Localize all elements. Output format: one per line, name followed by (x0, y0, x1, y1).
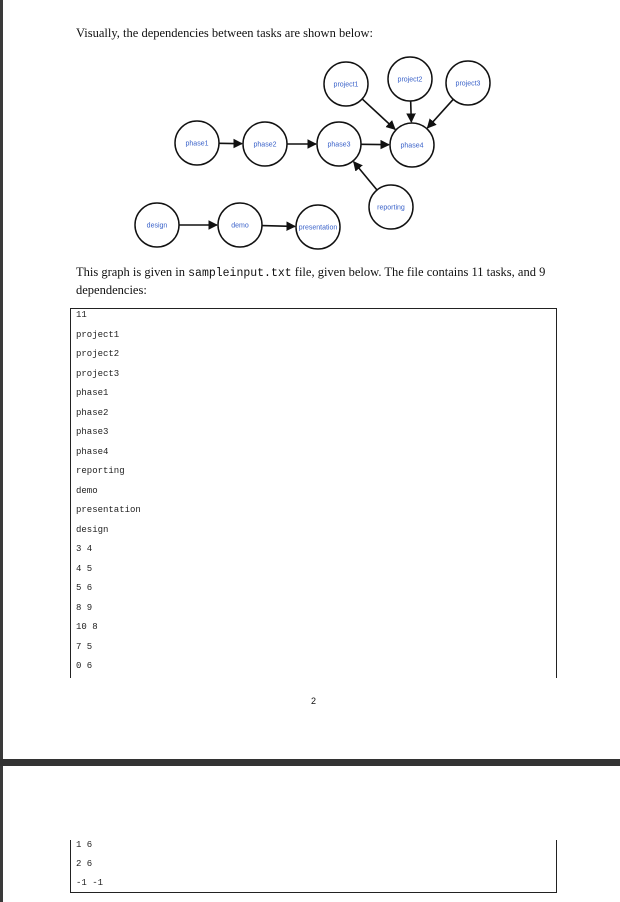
file-line: demo (76, 485, 98, 496)
node-project3 (446, 61, 490, 105)
paragraph-text-before: This graph is given in (76, 265, 189, 279)
node-demo (218, 203, 262, 247)
file-line: 11 (76, 310, 87, 320)
file-line: design (76, 524, 109, 535)
file-line: 8 9 (76, 602, 93, 613)
file-line: project1 (76, 329, 120, 340)
edge-demo-to-presentation (262, 226, 295, 227)
node-label-reporting: reporting (377, 204, 405, 212)
node-label-phase4: phase4 (400, 142, 424, 150)
file-description-paragraph (76, 264, 566, 299)
file-line: 5 6 (76, 583, 93, 593)
file-line: project2 (76, 349, 120, 359)
node-presentation (296, 205, 340, 249)
node-label-project3: project3 (455, 80, 481, 88)
node-label-phase1: phase1 (185, 140, 209, 148)
file-line: 0 6 (76, 661, 93, 671)
edge-reporting-to-phase3 (354, 162, 377, 190)
node-label-phase3: phase3 (327, 141, 351, 149)
file-contents-box-continued (70, 840, 557, 893)
node-label-demo: demo (231, 222, 249, 230)
node-label-project2: project2 (397, 76, 423, 84)
file-line: 10 8 (76, 622, 98, 632)
edge-project2-to-phase4 (411, 101, 412, 122)
node-project1 (324, 62, 368, 106)
node-label-phase2: phase2 (253, 141, 277, 149)
sample-filename: sampleinput.txt (188, 267, 292, 280)
node-design (135, 203, 179, 247)
file-line: -1 -1 (76, 878, 104, 888)
node-label-design: design (146, 222, 168, 230)
page-break (0, 759, 620, 766)
edge-project1-to-phase4 (362, 99, 395, 129)
page-number: 2 (311, 696, 317, 706)
node-project2 (388, 57, 432, 101)
file-line: 2 6 (76, 859, 93, 869)
file-line: phase2 (76, 407, 109, 418)
node-label-project1: project1 (333, 81, 359, 89)
node-phase3 (317, 122, 361, 166)
node-label-presentation: presentation (298, 224, 338, 232)
file-line: 3 4 (76, 544, 93, 554)
node-phase4 (390, 123, 434, 167)
node-phase1 (175, 121, 219, 165)
paragraph-text-after: file, given below. The file contains 11 tasks, and 9 dependencies: (76, 265, 546, 297)
node-reporting (369, 185, 413, 229)
file-line: 7 5 (76, 641, 93, 652)
node-phase2 (243, 122, 287, 166)
edge-project3-to-phase4 (427, 99, 453, 128)
file-line: phase3 (76, 427, 109, 437)
dependency-graph (0, 55, 620, 250)
file-line: phase4 (76, 446, 109, 457)
file-line: presentation (76, 505, 141, 515)
intro-text: Visually, the dependencies between tasks are shown below: (76, 26, 373, 40)
file-line: reporting (76, 466, 125, 476)
file-line: phase1 (76, 388, 109, 398)
file-contents-box (70, 308, 557, 678)
file-line: 4 5 (76, 563, 93, 574)
file-line: 1 6 (76, 840, 93, 850)
file-line: project3 (76, 368, 120, 379)
